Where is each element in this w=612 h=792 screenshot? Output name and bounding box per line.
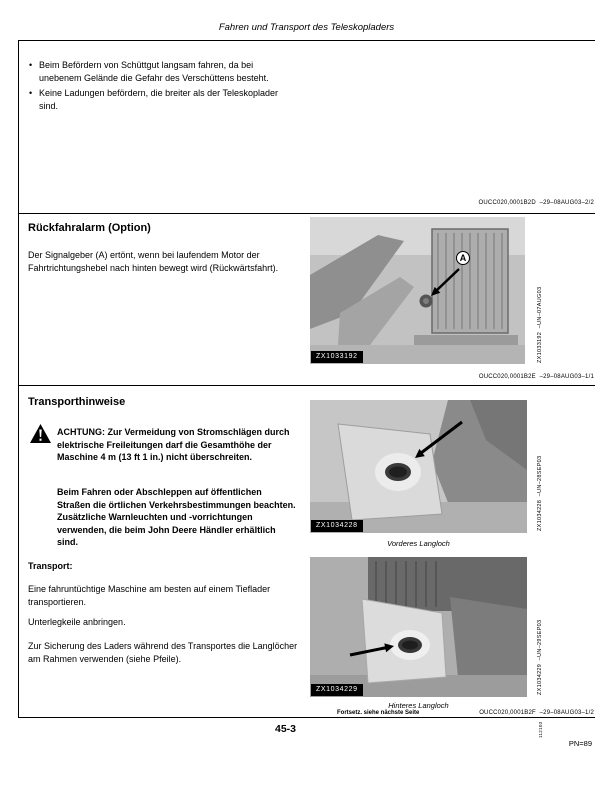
reverse-alarm-photo: [310, 217, 525, 364]
callout-a: A: [456, 251, 470, 265]
photo-id-label: ZX1033192: [311, 351, 363, 363]
left-margin-rule: [18, 40, 19, 718]
page-title: Fahren und Transport des Teleskopladers: [218, 22, 395, 33]
photo-caption: Vorderes Langloch: [387, 539, 450, 548]
ref-code-section1: OUCC020,0001B2D –29–08AUG03–2/2: [478, 200, 594, 206]
warning-icon: [30, 424, 51, 443]
bullet-text: Beim Befördern von Schüttgut langsam fahren, da bei unebenem Gelände die Gefahr des Verschüttens besteht.: [39, 60, 269, 83]
reverse-alarm-photo-art: [310, 217, 525, 364]
ref-code-section3: OUCC020,0001B2F –29–08AUG03–1/2: [479, 710, 594, 716]
section2-body: Der Signalgeber (A) ertönt, wenn bei laufendem Motor der Fahrtrichtungshebel nach hinten bewegt wird (Rückwärtsfahrt).: [28, 250, 279, 273]
photo-id-label: ZX1034229: [311, 684, 363, 696]
page-number: 45-3: [274, 723, 296, 735]
transport-paragraph-1: Eine fahruntüchtige Maschine am besten auf einem Tieflader transportieren.: [28, 584, 271, 607]
transport-paragraph-3: Zur Sicherung des Laders während des Transportes die Langlöcher am Rahmen verwenden (siehe Pfeile).: [28, 641, 298, 664]
photo-id-label: ZX1034228: [311, 520, 363, 532]
photo-side-code: ZX1034228 –UN–28SEP03: [537, 455, 543, 531]
bottom-divider: [18, 717, 595, 718]
bullet-text: Keine Ladungen befördern, die breiter als der Teleskoplader sind.: [39, 88, 278, 111]
bullet-item: [28, 59, 290, 84]
continued-note: Fortsetz. siehe nächste Seite: [337, 710, 420, 716]
photo-side-code: ZX1033192 –UN–07AUG03: [537, 286, 543, 363]
section2-divider: [18, 385, 595, 386]
front-slot-photo: [310, 400, 527, 533]
section3-heading: Transporthinweise: [28, 396, 126, 408]
warning-paragraph-1: ACHTUNG: Zur Vermeidung von Stromschlägen durch elektrische Freileitungen darf die Gesamthöhe der Maschine 4 m (13 ft 1 in.) nicht überschreiten.: [57, 427, 290, 462]
rear-slot-photo-art: [310, 557, 527, 697]
photo-side-code: ZX1034229 –UN–29SEP03: [537, 619, 543, 695]
bullet-item: [28, 87, 290, 112]
rear-slot-photo: [310, 557, 527, 697]
safety-bullet-list: [28, 59, 290, 115]
header-divider: [18, 40, 595, 41]
warning-paragraph-2: Beim Fahren oder Abschleppen auf öffentlichen Straßen die örtlichen Verkehrsbestimmungen beachten. Zusätzliche Warnleuchten und -vorrichtungen verwenden, die beim John Deere Händler erhältlich sind.: [57, 487, 296, 547]
transport-label: Transport:: [28, 561, 73, 571]
pn-number: PN=89: [568, 739, 592, 748]
print-code: 112103: [538, 721, 543, 738]
section1-divider: [18, 213, 595, 214]
front-slot-photo-art: [310, 400, 527, 533]
section2-heading: Rückfahralarm (Option): [28, 222, 151, 234]
transport-paragraph-2: Unterlegkeile anbringen.: [28, 617, 126, 627]
ref-code-section2: OUCC020,0001B2E –29–08AUG03–1/1: [478, 374, 594, 380]
photo-caption: Hinteres Langloch: [388, 701, 449, 710]
